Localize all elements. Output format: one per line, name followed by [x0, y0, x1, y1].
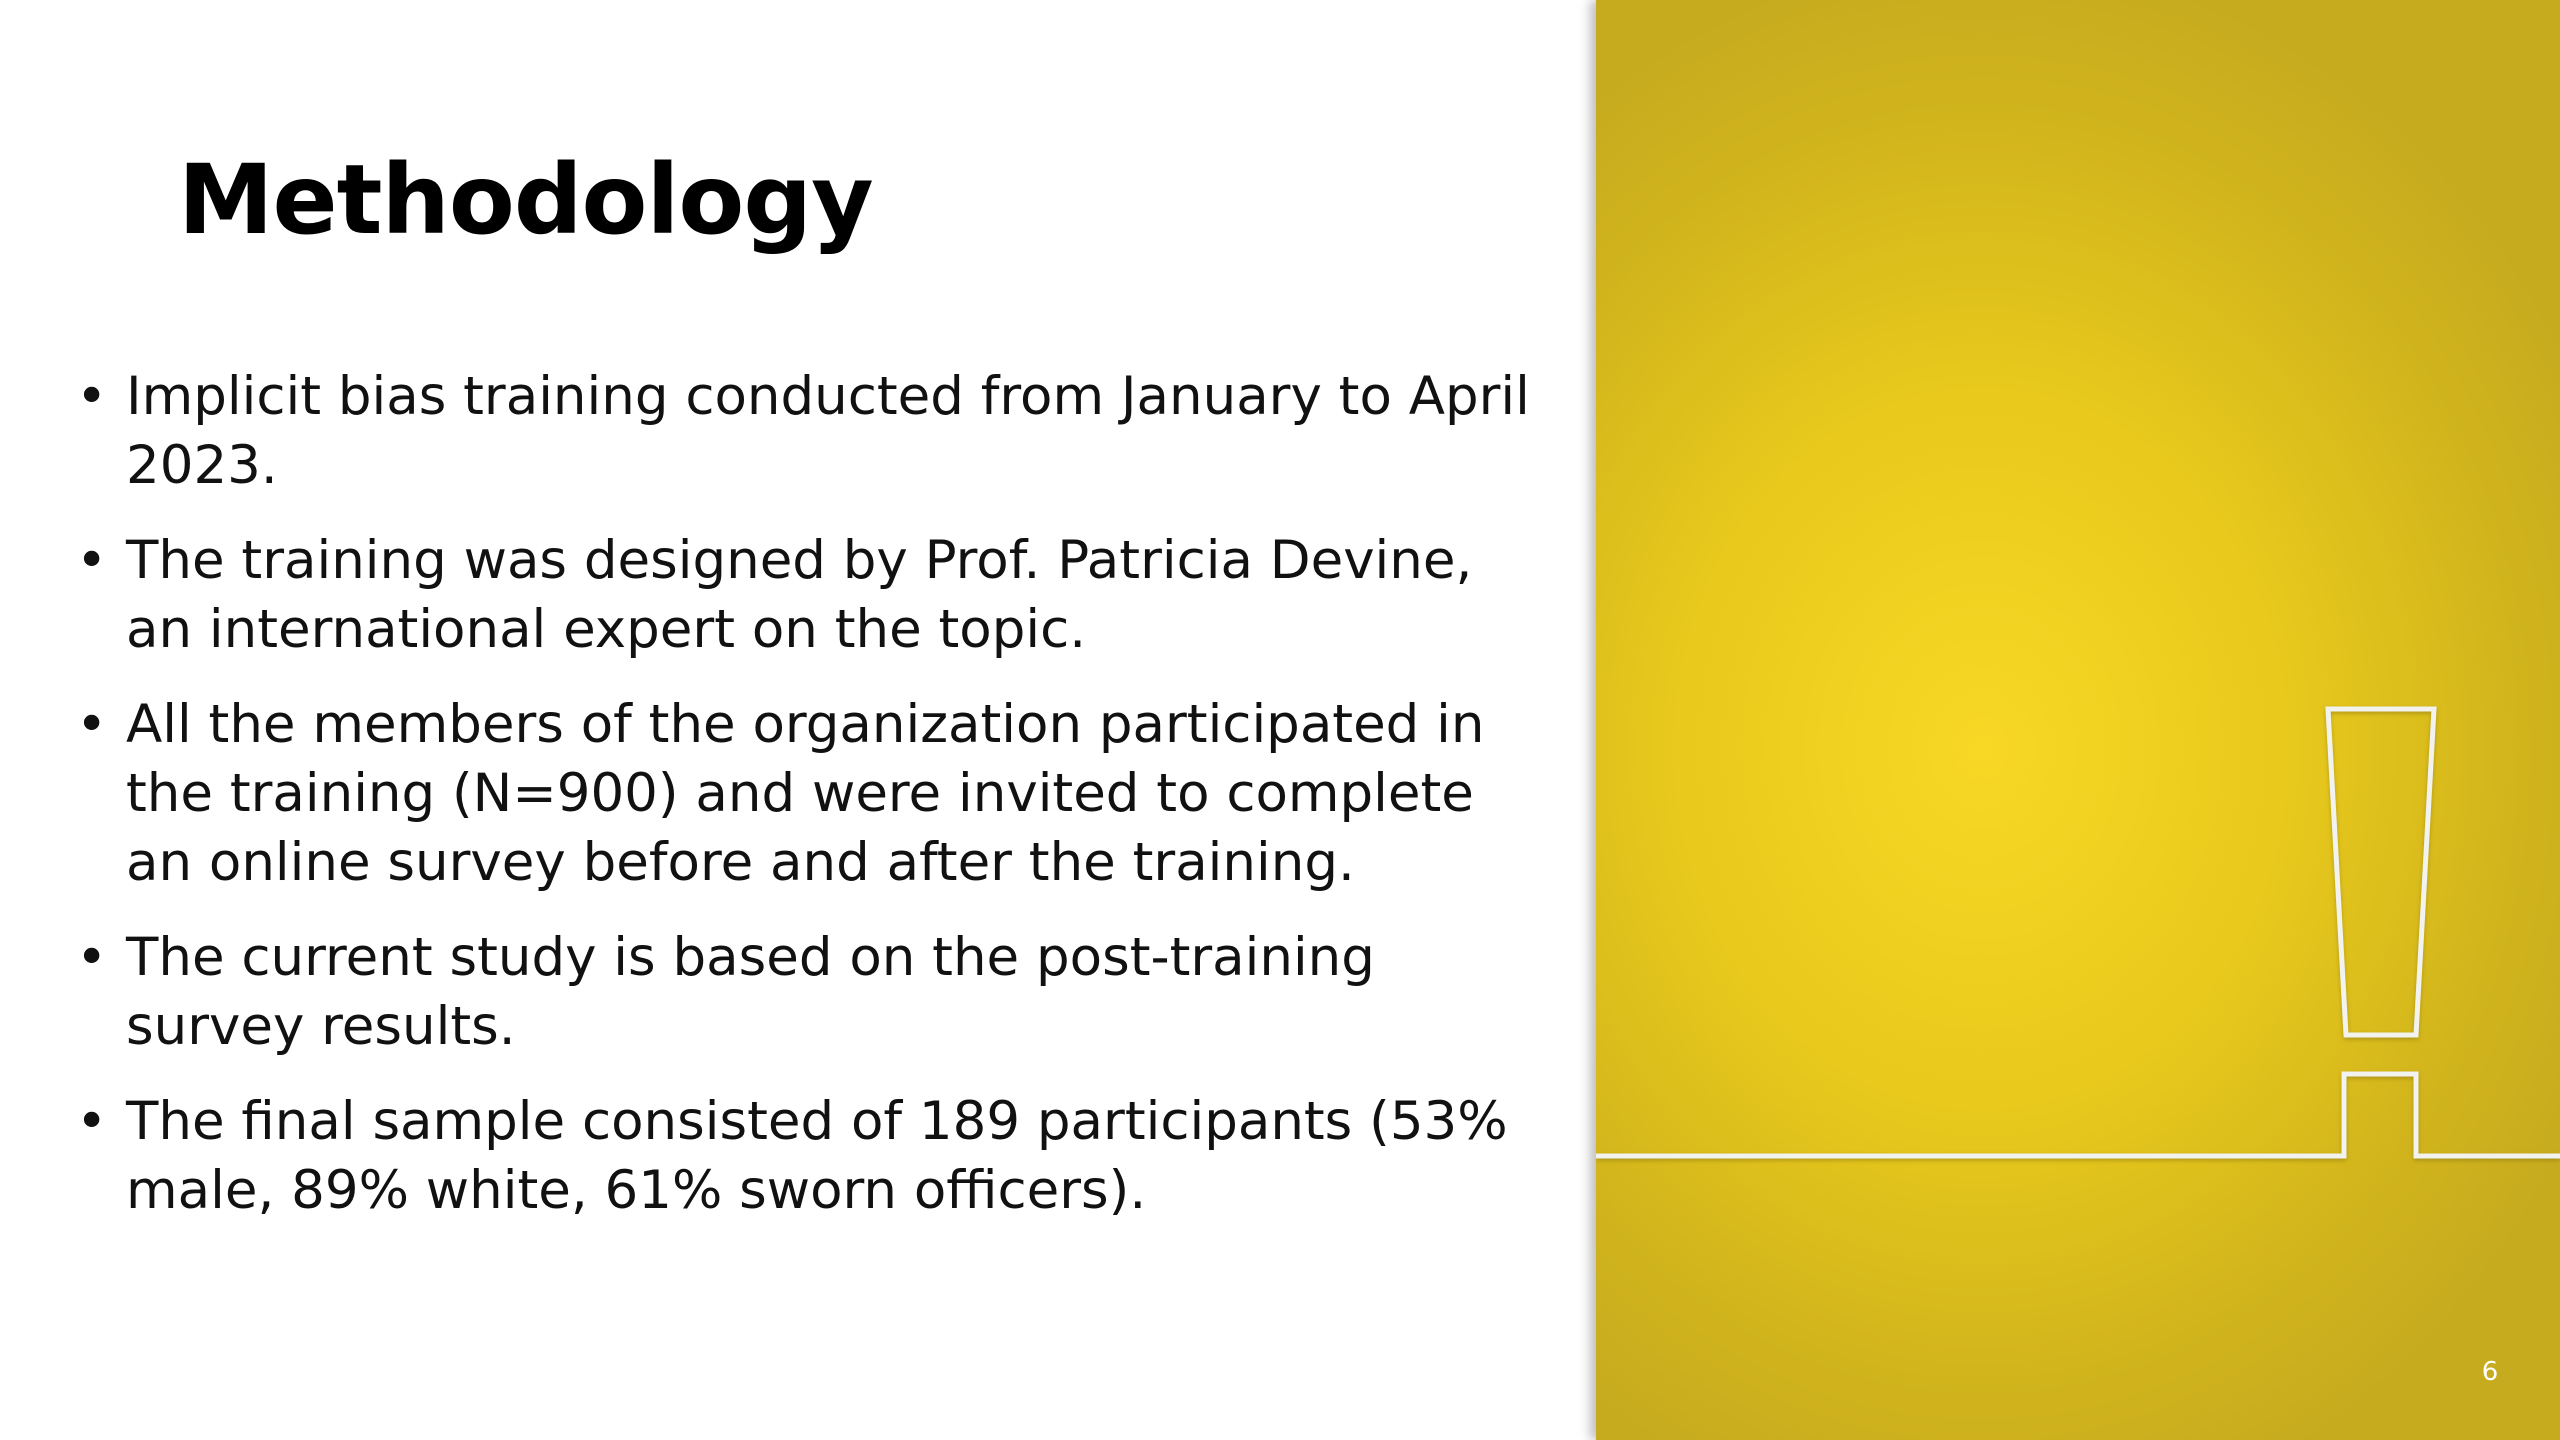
bullet-text: All the members of the organization participated in the training (N=900) and were invited to complete an online survey before and after the training. — [126, 694, 1485, 893]
bullet-list — [76, 362, 1546, 1251]
slide-title: Methodology — [178, 144, 873, 256]
bullet-marker: • — [76, 694, 108, 755]
bullet-text: The current study is based on the post-training survey results. — [126, 927, 1375, 1057]
exclamation-mark-icon — [1596, 0, 2560, 1440]
bullet-marker: • — [76, 366, 108, 427]
bullet-text: Implicit bias training conducted from January to April 2023. — [126, 366, 1530, 496]
bullet-marker: • — [76, 927, 108, 988]
bullet-item — [76, 1087, 1546, 1225]
baseline-line — [1596, 1074, 2560, 1156]
exclamation-bar — [2328, 709, 2434, 1035]
bullet-item — [76, 362, 1546, 500]
bullet-marker: • — [76, 530, 108, 591]
bullet-item — [76, 923, 1546, 1061]
exclamation-image — [1596, 0, 2560, 1440]
page-number: 6 — [2481, 1357, 2499, 1387]
bullet-item — [76, 690, 1546, 897]
bullet-text: The final sample consisted of 189 participants (53% male, 89% white, 61% sworn officers). — [126, 1091, 1508, 1221]
bullet-marker: • — [76, 1091, 108, 1152]
bullet-item — [76, 526, 1546, 664]
bullet-text: The training was designed by Prof. Patricia Devine, an international expert on the topic. — [126, 530, 1473, 660]
